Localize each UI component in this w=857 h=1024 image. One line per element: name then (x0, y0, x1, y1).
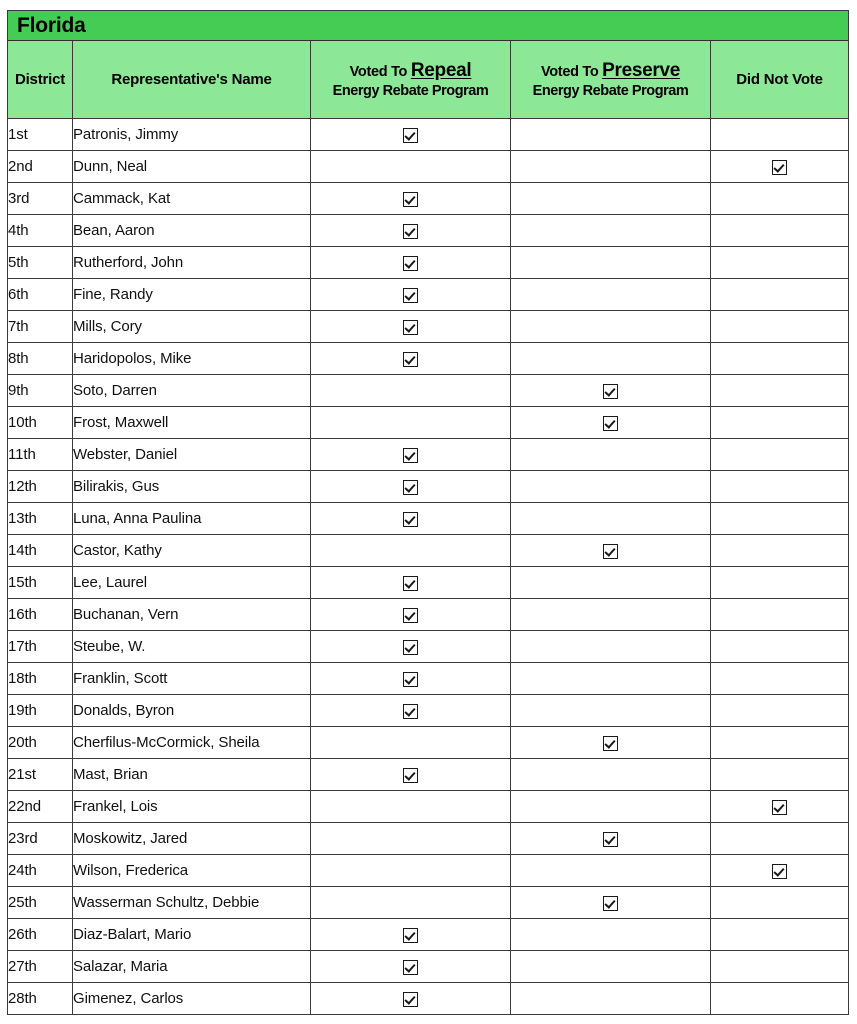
cell-voted-preserve (511, 823, 711, 855)
table-row (8, 631, 849, 663)
checkmark-box-icon (403, 608, 418, 623)
cell-voted-preserve (511, 119, 711, 151)
cell-did-not-vote (711, 695, 849, 727)
cell-did-not-vote (711, 567, 849, 599)
cell-district: 15th (8, 567, 73, 599)
cell-voted-repeal (311, 247, 511, 279)
cell-voted-preserve (511, 343, 711, 375)
checkmark-box-icon (403, 672, 418, 687)
cell-voted-preserve (511, 311, 711, 343)
column-header-repeal-emphasis: Repeal (410, 59, 472, 81)
cell-did-not-vote (711, 631, 849, 663)
state-title: Florida (17, 13, 86, 37)
table-row (8, 919, 849, 951)
cell-did-not-vote (711, 279, 849, 311)
checkmark-box-icon (403, 960, 418, 975)
table-row (8, 471, 849, 503)
cell-district: 7th (8, 311, 73, 343)
cell-voted-preserve (511, 663, 711, 695)
cell-district: 1st (8, 119, 73, 151)
cell-voted-repeal (311, 215, 511, 247)
table-row (8, 343, 849, 375)
cell-voted-repeal (311, 183, 511, 215)
cell-representative-name: Castor, Kathy (73, 535, 311, 567)
cell-representative-name: Donalds, Byron (73, 695, 311, 727)
cell-voted-preserve (511, 919, 711, 951)
checkmark-box-icon (403, 992, 418, 1007)
cell-voted-repeal (311, 471, 511, 503)
checkmark-box-icon (403, 352, 418, 367)
cell-representative-name: Fine, Randy (73, 279, 311, 311)
cell-district: 5th (8, 247, 73, 279)
state-title-cell (8, 11, 849, 41)
cell-voted-preserve (511, 567, 711, 599)
cell-district: 28th (8, 983, 73, 1015)
cell-district: 20th (8, 727, 73, 759)
checkmark-box-icon (603, 544, 618, 559)
table-row (8, 759, 849, 791)
column-header-name (73, 41, 311, 119)
cell-did-not-vote (711, 983, 849, 1015)
column-header-voted-preserve (511, 41, 711, 119)
checkmark-box-icon (403, 192, 418, 207)
cell-voted-preserve (511, 983, 711, 1015)
table-row (8, 439, 849, 471)
florida-vote-table (7, 10, 849, 1015)
cell-voted-repeal (311, 631, 511, 663)
cell-district: 8th (8, 343, 73, 375)
table-row (8, 663, 849, 695)
cell-representative-name: Luna, Anna Paulina (73, 503, 311, 535)
column-header-preserve-line2: Energy Rebate Program (532, 83, 689, 100)
column-header-repeal-line2: Energy Rebate Program (332, 83, 489, 100)
cell-representative-name: Webster, Daniel (73, 439, 311, 471)
cell-representative-name: Dunn, Neal (73, 151, 311, 183)
cell-district: 24th (8, 855, 73, 887)
cell-voted-repeal (311, 119, 511, 151)
checkmark-box-icon (403, 480, 418, 495)
checkmark-box-icon (772, 864, 787, 879)
cell-district: 19th (8, 695, 73, 727)
table-row (8, 791, 849, 823)
cell-voted-preserve (511, 151, 711, 183)
cell-district: 26th (8, 919, 73, 951)
cell-did-not-vote (711, 759, 849, 791)
cell-did-not-vote (711, 663, 849, 695)
cell-representative-name: Frost, Maxwell (73, 407, 311, 439)
checkmark-box-icon (403, 512, 418, 527)
cell-district: 21st (8, 759, 73, 791)
cell-voted-repeal (311, 695, 511, 727)
column-header-repeal-line1 (311, 59, 510, 83)
cell-representative-name: Frankel, Lois (73, 791, 311, 823)
cell-voted-preserve (511, 471, 711, 503)
cell-voted-preserve (511, 887, 711, 919)
column-header-preserve-prefix: Voted To (540, 63, 603, 80)
cell-did-not-vote (711, 375, 849, 407)
cell-voted-preserve (511, 407, 711, 439)
cell-district: 10th (8, 407, 73, 439)
table-row (8, 855, 849, 887)
column-header-repeal-prefix: Voted To (349, 63, 411, 80)
column-header-did-not-vote (711, 41, 849, 119)
checkmark-box-icon (603, 416, 618, 431)
table-row (8, 247, 849, 279)
cell-representative-name: Diaz-Balart, Mario (73, 919, 311, 951)
cell-representative-name: Haridopolos, Mike (73, 343, 311, 375)
cell-did-not-vote (711, 535, 849, 567)
cell-voted-preserve (511, 183, 711, 215)
cell-did-not-vote (711, 343, 849, 375)
table-title-row (8, 11, 849, 41)
cell-representative-name: Moskowitz, Jared (73, 823, 311, 855)
cell-district: 16th (8, 599, 73, 631)
cell-voted-repeal (311, 823, 511, 855)
table-header-row (8, 41, 849, 119)
cell-district: 14th (8, 535, 73, 567)
column-header-district (8, 41, 73, 119)
cell-did-not-vote (711, 311, 849, 343)
cell-district: 17th (8, 631, 73, 663)
checkmark-box-icon (772, 800, 787, 815)
cell-voted-repeal (311, 151, 511, 183)
table-row (8, 215, 849, 247)
checkmark-box-icon (772, 160, 787, 175)
cell-district: 18th (8, 663, 73, 695)
checkmark-box-icon (403, 320, 418, 335)
cell-voted-preserve (511, 951, 711, 983)
table-row (8, 599, 849, 631)
table-row (8, 183, 849, 215)
cell-did-not-vote (711, 471, 849, 503)
checkmark-box-icon (603, 384, 618, 399)
table-row (8, 119, 849, 151)
cell-voted-repeal (311, 887, 511, 919)
table-row (8, 279, 849, 311)
column-header-did-not-vote-label: Did Not Vote (736, 70, 823, 88)
table-row (8, 951, 849, 983)
cell-voted-preserve (511, 695, 711, 727)
checkmark-box-icon (403, 704, 418, 719)
column-header-voted-repeal-text (311, 59, 510, 101)
cell-representative-name: Mills, Cory (73, 311, 311, 343)
cell-voted-repeal (311, 663, 511, 695)
cell-representative-name: Wilson, Frederica (73, 855, 311, 887)
cell-representative-name: Bean, Aaron (73, 215, 311, 247)
cell-voted-preserve (511, 599, 711, 631)
checkmark-box-icon (403, 640, 418, 655)
checkmark-box-icon (403, 224, 418, 239)
cell-representative-name: Cammack, Kat (73, 183, 311, 215)
cell-voted-repeal (311, 279, 511, 311)
checkmark-box-icon (403, 768, 418, 783)
cell-did-not-vote (711, 183, 849, 215)
cell-did-not-vote (711, 791, 849, 823)
column-header-name-label: Representative's Name (111, 70, 272, 88)
cell-did-not-vote (711, 439, 849, 471)
cell-voted-preserve (511, 759, 711, 791)
cell-voted-repeal (311, 759, 511, 791)
cell-district: 3rd (8, 183, 73, 215)
checkmark-box-icon (403, 448, 418, 463)
table-row (8, 535, 849, 567)
cell-district: 12th (8, 471, 73, 503)
checkmark-box-icon (403, 288, 418, 303)
table-row (8, 727, 849, 759)
table-row (8, 151, 849, 183)
cell-district: 6th (8, 279, 73, 311)
cell-voted-preserve (511, 535, 711, 567)
cell-voted-repeal (311, 727, 511, 759)
cell-voted-repeal (311, 535, 511, 567)
cell-district: 13th (8, 503, 73, 535)
cell-district: 9th (8, 375, 73, 407)
cell-voted-repeal (311, 919, 511, 951)
cell-representative-name: Franklin, Scott (73, 663, 311, 695)
cell-did-not-vote (711, 887, 849, 919)
column-header-voted-repeal (311, 41, 511, 119)
table-row (8, 823, 849, 855)
table-row (8, 375, 849, 407)
cell-did-not-vote (711, 215, 849, 247)
cell-representative-name: Steube, W. (73, 631, 311, 663)
table-row (8, 407, 849, 439)
table-row (8, 983, 849, 1015)
cell-voted-preserve (511, 791, 711, 823)
column-header-district-label: District (14, 70, 66, 88)
cell-did-not-vote (711, 407, 849, 439)
cell-voted-preserve (511, 503, 711, 535)
cell-district: 22nd (8, 791, 73, 823)
cell-representative-name: Bilirakis, Gus (73, 471, 311, 503)
cell-voted-preserve (511, 855, 711, 887)
cell-voted-repeal (311, 375, 511, 407)
cell-district: 11th (8, 439, 73, 471)
cell-voted-repeal (311, 983, 511, 1015)
cell-did-not-vote (711, 823, 849, 855)
cell-representative-name: Soto, Darren (73, 375, 311, 407)
cell-voted-repeal (311, 439, 511, 471)
cell-voted-repeal (311, 343, 511, 375)
cell-voted-preserve (511, 631, 711, 663)
cell-did-not-vote (711, 503, 849, 535)
column-header-preserve-emphasis: Preserve (602, 59, 681, 81)
cell-voted-preserve (511, 375, 711, 407)
cell-voted-repeal (311, 503, 511, 535)
cell-did-not-vote (711, 855, 849, 887)
table-row (8, 567, 849, 599)
checkmark-box-icon (603, 736, 618, 751)
cell-district: 27th (8, 951, 73, 983)
table-row (8, 503, 849, 535)
checkmark-box-icon (603, 896, 618, 911)
column-header-preserve-line1 (511, 59, 710, 83)
cell-did-not-vote (711, 247, 849, 279)
checkmark-box-icon (603, 832, 618, 847)
cell-voted-repeal (311, 791, 511, 823)
cell-voted-repeal (311, 311, 511, 343)
cell-voted-repeal (311, 599, 511, 631)
table-row (8, 887, 849, 919)
cell-did-not-vote (711, 119, 849, 151)
cell-voted-repeal (311, 855, 511, 887)
table-row (8, 311, 849, 343)
cell-voted-preserve (511, 279, 711, 311)
cell-voted-preserve (511, 247, 711, 279)
cell-did-not-vote (711, 951, 849, 983)
cell-representative-name: Mast, Brian (73, 759, 311, 791)
cell-did-not-vote (711, 151, 849, 183)
checkmark-box-icon (403, 256, 418, 271)
cell-voted-preserve (511, 215, 711, 247)
cell-representative-name: Gimenez, Carlos (73, 983, 311, 1015)
cell-representative-name: Salazar, Maria (73, 951, 311, 983)
checkmark-box-icon (403, 576, 418, 591)
checkmark-box-icon (403, 928, 418, 943)
cell-voted-preserve (511, 727, 711, 759)
cell-did-not-vote (711, 919, 849, 951)
cell-voted-repeal (311, 951, 511, 983)
cell-voted-repeal (311, 567, 511, 599)
cell-district: 23rd (8, 823, 73, 855)
cell-voted-preserve (511, 439, 711, 471)
cell-representative-name: Lee, Laurel (73, 567, 311, 599)
table-row (8, 695, 849, 727)
checkmark-box-icon (403, 128, 418, 143)
cell-representative-name: Wasserman Schultz, Debbie (73, 887, 311, 919)
cell-representative-name: Cherfilus-McCormick, Sheila (73, 727, 311, 759)
cell-district: 25th (8, 887, 73, 919)
cell-representative-name: Buchanan, Vern (73, 599, 311, 631)
cell-representative-name: Patronis, Jimmy (73, 119, 311, 151)
cell-did-not-vote (711, 599, 849, 631)
cell-district: 2nd (8, 151, 73, 183)
cell-did-not-vote (711, 727, 849, 759)
column-header-voted-preserve-text (511, 59, 710, 101)
cell-voted-repeal (311, 407, 511, 439)
cell-district: 4th (8, 215, 73, 247)
cell-representative-name: Rutherford, John (73, 247, 311, 279)
